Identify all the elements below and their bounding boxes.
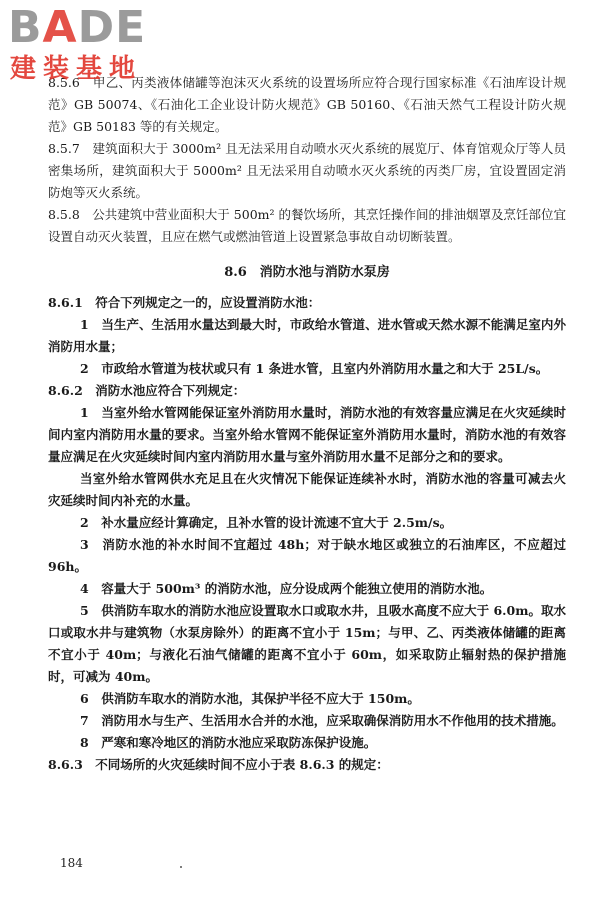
- clause-8-5-7: 8.5.7 建筑面积大于 3000m² 且无法采用自动喷水灭火系统的展览厅、体育馆观众厅等人员密集场所，建筑面积大于 5000m² 且无法采用自动喷水灭火系统的丙类厂房，宜设置固定消防炮等灭火系统。: [48, 141, 566, 200]
- clause-8-6-1-item-2: 2 市政给水管道为枝状或只有 1 条进水管，且室内外消防用水量之和大于 25L/s。: [80, 361, 549, 376]
- clause-8-6-2-item-8: 8 严寒和寒冷地区的消防水池应采取防冻保护设施。: [80, 735, 377, 750]
- clause-8-6-2-item-7: 7 消防用水与生产、生活用水合并的水池，应采取确保消防用水不作他用的技术措施。: [80, 713, 564, 728]
- brand-watermark: [8, 4, 146, 84]
- clause-8-6-2-item-1-note: 当室外给水管网供水充足且在火灾情况下能保证连续补水时，消防水池的容量可减去火灾延续时间内补充的水量。: [48, 471, 566, 508]
- clause-8-6-2-item-2: 2 补水量应经计算确定，且补水管的设计流速不宜大于 2.5m/s。: [80, 515, 453, 530]
- clause-8-6-3: 8.6.3 不同场所的火灾延续时间不应小于表 8.6.3 的规定：: [48, 757, 389, 772]
- watermark-subtitle: 建装基地: [10, 54, 143, 84]
- speck-mark: [180, 866, 182, 868]
- page-number: 184: [60, 856, 83, 870]
- watermark-logo-text: BADE: [8, 2, 147, 53]
- clause-8-6-2-item-1: 1 当室外给水管网能保证室外消防用水量时，消防水池的有效容量应满足在火灾延续时间内室内消防用水量的要求。当室外给水管网不能保证室外消防用水量时，消防水池的有效容量应满足在火灾延续时间内室内消防用水量与室外消防用水量不足部分之和的要求。: [48, 405, 566, 464]
- clause-8-6-2-item-4: 4 容量大于 500m³ 的消防水池，应分设成两个能独立使用的消防水池。: [80, 581, 493, 596]
- clause-8-6-2-item-3: 3 消防水池的补水时间不宜超过 48h；对于缺水地区或独立的石油库区，不应超过 96h。: [48, 537, 566, 574]
- clause-8-6-2: 8.6.2 消防水池应符合下列规定：: [48, 383, 246, 398]
- clause-8-5-6: 8.5.6 甲乙、丙类液体储罐等泡沫灭火系统的设置场所应符合现行国家标准《石油库设计规范》GB 50074、《石油化工企业设计防火规范》GB 50160、《石油天然气工程设计防火规范》GB 50183 等的有关规定。: [48, 75, 566, 134]
- clause-8-6-1-item-1: 1 当生产、生活用水量达到最大时，市政给水管道、进水管或天然水源不能满足室内外消防用水量；: [48, 317, 566, 354]
- section-title: 8.6 消防水池与消防水泵房: [224, 265, 390, 280]
- clause-8-6-2-item-6: 6 供消防车取水的消防水池，其保护半径不应大于 150m。: [80, 691, 420, 706]
- clause-8-5-8: 8.5.8 公共建筑中营业面积大于 500m² 的餐饮场所，其烹饪操作间的排油烟罩及烹饪部位宜设置自动灭火装置，且应在燃气或燃油管道上设置紧急事故自动切断装置。: [48, 207, 566, 244]
- clause-8-6-2-item-5: 5 供消防车取水的消防水池应设置取水口或取水井，且吸水高度不应大于 6.0m。取水口或取水井与建筑物（水泵房除外）的距离不宜小于 15m；与甲、乙、丙类液体储罐的距离不宜小于 40m；与液化石油气储罐的距离不宜小于 60m，如采取防止辐射热的保护措施时，可减为 40m。: [48, 603, 566, 684]
- clause-8-6-1: 8.6.1 符合下列规定之一的，应设置消防水池：: [48, 295, 321, 310]
- document-body: [48, 72, 566, 776]
